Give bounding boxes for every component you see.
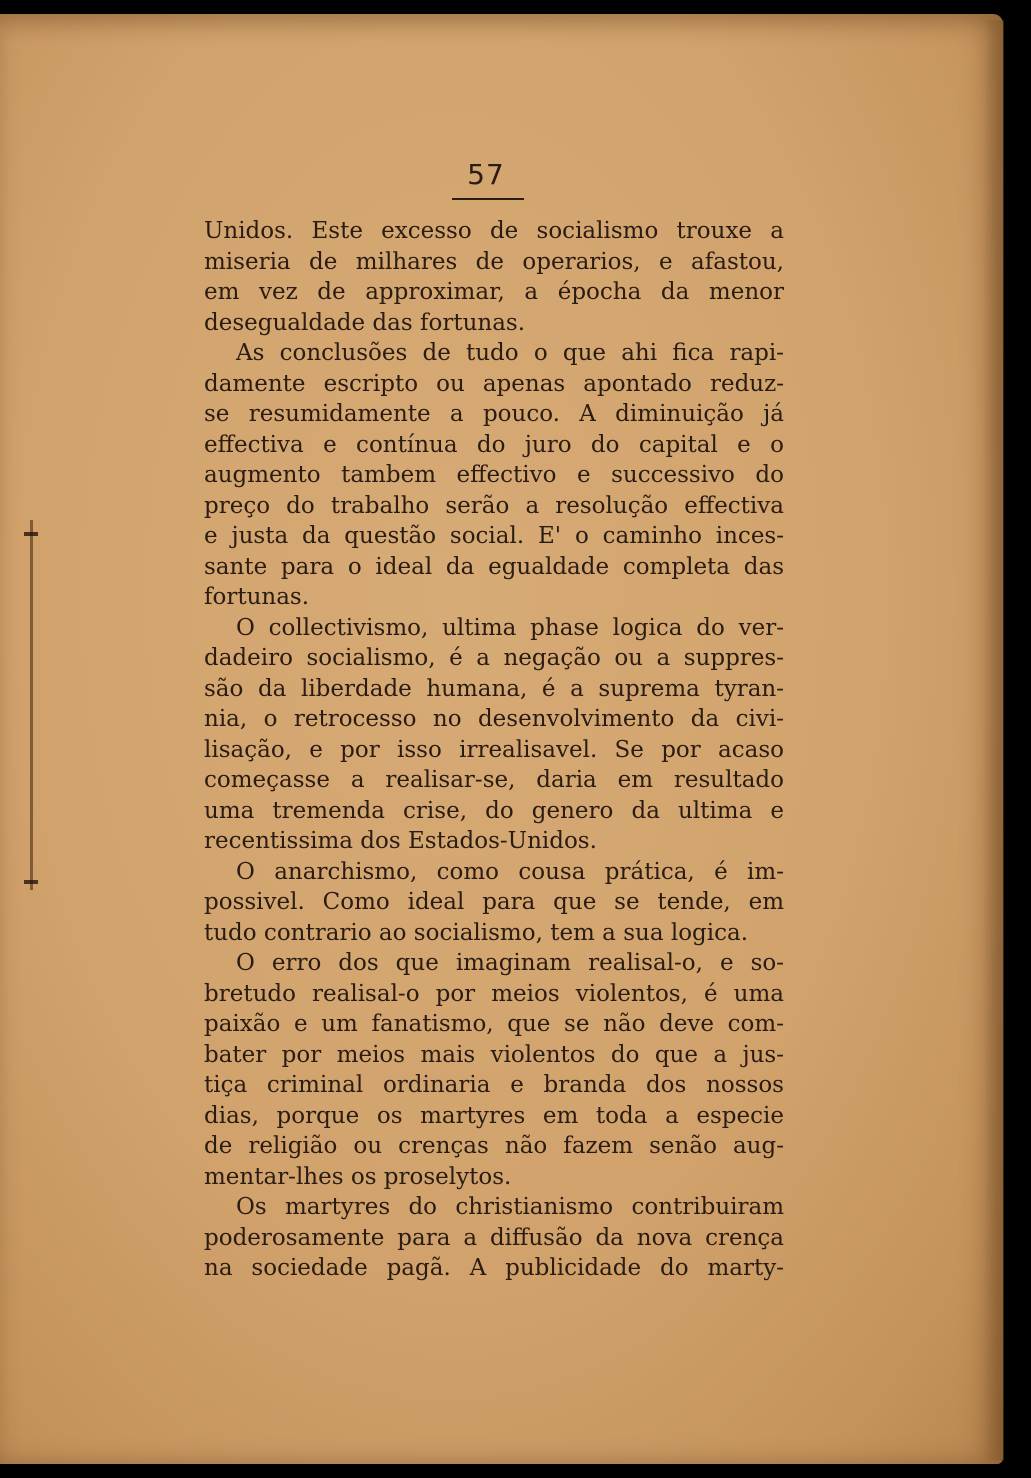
text-line: preço do trabalho serão a resolução effectiva [204,492,784,519]
text-line: possivel. Como ideal para que se tende, em [204,889,784,915]
text-line: dadeiro socialismo, é a negação ou a suppres- [204,645,784,671]
paper-edge-shadow [984,20,1004,1460]
text-line: recentissima dos Estados-Unidos. [204,828,597,854]
text-line: em vez de approximar, a épocha da menor [204,279,784,305]
text-line: sante para o ideal da egualdade completa das [204,553,784,580]
text-line: fortunas. [204,584,310,610]
page-number-rule [452,198,524,200]
text-line: effectiva e contínua do juro do capital e o [204,431,784,458]
text-line: uma tremenda crise, do genero da ultima e [204,797,784,824]
text-line: Os martyres do christianismo contribuiram [236,1194,784,1220]
text-line: começasse a realisar-se, daria em resultado [204,767,784,793]
text-line: O erro dos que imaginam realisal-o, e so- [236,950,784,976]
text-line: mentar-lhes os proselytos. [204,1163,512,1190]
binding-mark-bottom [24,880,38,884]
page-number: 57 [467,158,505,191]
text-line: damente escripto ou apenas apontado reduz- [204,370,784,397]
text-line: O anarchismo, como cousa prática, é im- [236,858,784,885]
text-line: miseria de milhares de operarios, e afastou, [204,248,784,275]
text-line: bretudo realisal-o por meios violentos, é uma [204,980,784,1007]
text-line: poderosamente para a diffusão da nova crença [204,1224,784,1251]
text-line: desegualdade das fortunas. [204,309,526,336]
text-line: nia, o retrocesso no desenvolvimento da civi- [204,706,784,732]
text-line: As conclusões de tudo o que ahi fica rapi- [236,340,784,366]
body-text [204,216,784,1284]
binding-stitch [30,520,33,890]
text-line: de religião ou crenças não fazem senão aug- [204,1133,784,1159]
text-line: tudo contrario ao socialismo, tem a sua logica. [204,919,749,946]
text-line: dias, porque os martyres em toda a especie [204,1102,784,1129]
text-line: tiça criminal ordinaria e branda dos nossos [204,1072,784,1098]
text-line: se resumidamente a pouco. A diminuição já [204,401,784,427]
text-line: augmento tambem effectivo e successivo do [204,462,784,488]
text-line: e justa da questão social. E' o caminho inces- [204,523,784,549]
text-line: bater por meios mais violentos do que a jus- [204,1041,784,1068]
text-line: na sociedade pagã. A publicidade do marty- [204,1255,784,1281]
binding-mark-top [24,532,38,536]
text-line: paixão e um fanatismo, que se não deve com- [204,1011,784,1037]
text-line: lisação, e por isso irrealisavel. Se por acaso [204,736,784,763]
text-line: são da liberdade humana, é a suprema tyran- [204,675,784,702]
text-line: O collectivismo, ultima phase logica do ver- [236,614,784,641]
text-line: Unidos. Este excesso de socialismo trouxe a [204,218,784,244]
